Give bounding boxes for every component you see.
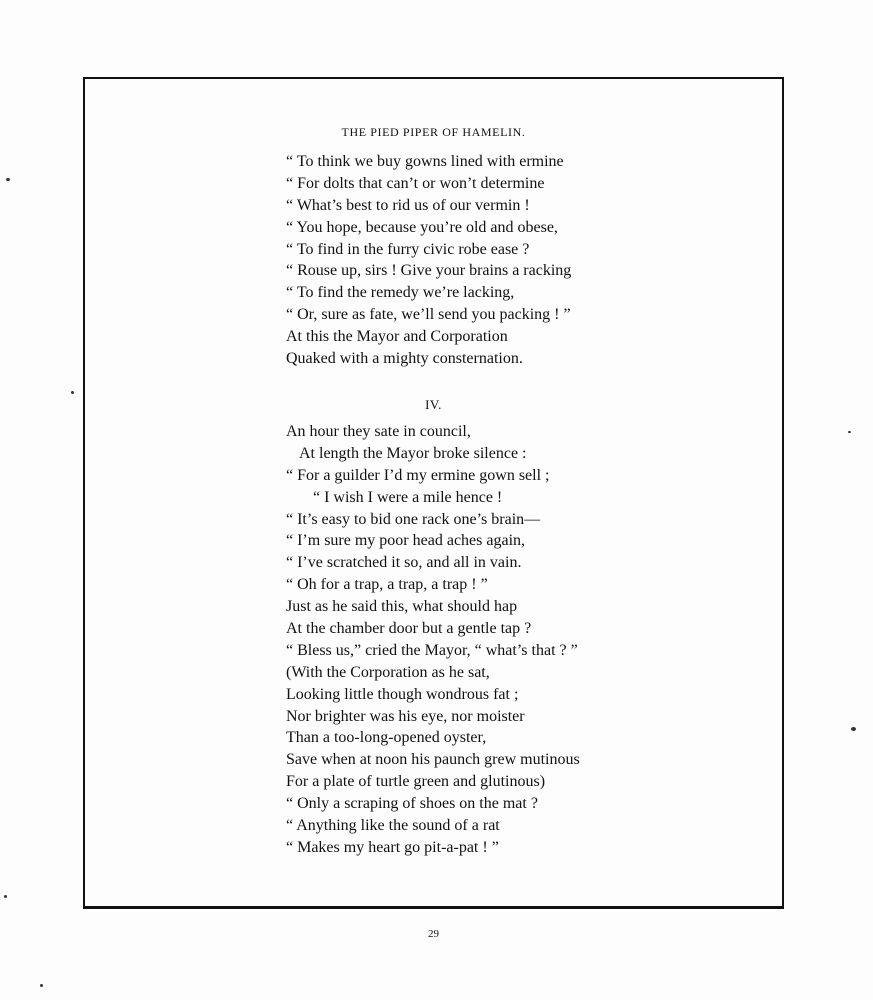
section-numeral: IV.: [425, 397, 442, 412]
verse-line: “ To find in the furry civic robe ease ?: [286, 240, 530, 258]
verse-line: “ Oh for a trap, a trap, a trap ! ”: [286, 576, 488, 594]
scan-speck: [71, 391, 74, 394]
verse-line: Nor brighter was his eye, nor moister: [286, 707, 525, 725]
verse-line: “ Rouse up, sirs ! Give your brains a racking: [286, 262, 572, 280]
verse-line: “ I wish I were a mile hence !: [313, 488, 503, 506]
verse-line: “ To think we buy gowns lined with ermine: [286, 153, 564, 170]
verse-line: For a plate of turtle green and glutinous): [286, 773, 546, 791]
verse-line: Looking little though wondrous fat ;: [286, 685, 519, 703]
stanza-2: [286, 421, 580, 859]
verse-line: “ For dolts that can’t or won’t determine: [286, 174, 545, 192]
verse-line: Just as he said this, what should hap: [286, 598, 518, 616]
page-number: 29: [428, 928, 439, 940]
verse-line: At this the Mayor and Corporation: [286, 328, 508, 346]
verse-line: An hour they sate in council,: [286, 423, 471, 440]
verse-line: “ Bless us,” cried the Mayor, “ what’s that ? ”: [286, 641, 578, 659]
verse-line: “ I’ve scratched it so, and all in vain.: [286, 554, 522, 572]
scan-speck: [848, 431, 851, 433]
verse-line: “ Makes my heart go pit-a-pat ! ”: [286, 838, 499, 856]
verse-line: At length the Mayor broke silence :: [299, 444, 527, 462]
verse-line: “ Or, sure as fate, we’ll send you packing ! ”: [286, 306, 571, 324]
running-head: THE PIED PIPER OF HAMELIN.: [341, 125, 526, 139]
verse-line: “ Anything like the sound of a rat: [286, 817, 500, 835]
verse-line: “ To find the remedy we’re lacking,: [286, 284, 515, 302]
verse-line: Than a too-long-opened oyster,: [286, 729, 487, 747]
scan-speck: [4, 895, 7, 898]
scan-speck: [851, 727, 856, 731]
verse-line: “ For a guilder I’d my ermine gown sell ;: [286, 466, 550, 484]
verse-line: (With the Corporation as he sat,: [286, 663, 490, 681]
verse-line: “ Only a scraping of shoes on the mat ?: [286, 795, 538, 813]
verse-line: Quaked with a mighty consternation.: [286, 350, 523, 368]
verse-line: “ I’m sure my poor head aches again,: [286, 532, 526, 550]
verse-line: At the chamber door but a gentle tap ?: [286, 620, 532, 638]
verse-line: Save when at noon his paunch grew mutinous: [286, 751, 580, 769]
verse-line: “ It’s easy to bid one rack one’s brain—: [286, 510, 541, 528]
scan-speck: [6, 178, 10, 181]
stanza-1: [286, 151, 571, 370]
verse-line: “ You hope, because you’re old and obese,: [286, 218, 558, 236]
verse-line: “ What’s best to rid us of our vermin !: [286, 196, 530, 214]
scan-speck: [40, 984, 43, 987]
